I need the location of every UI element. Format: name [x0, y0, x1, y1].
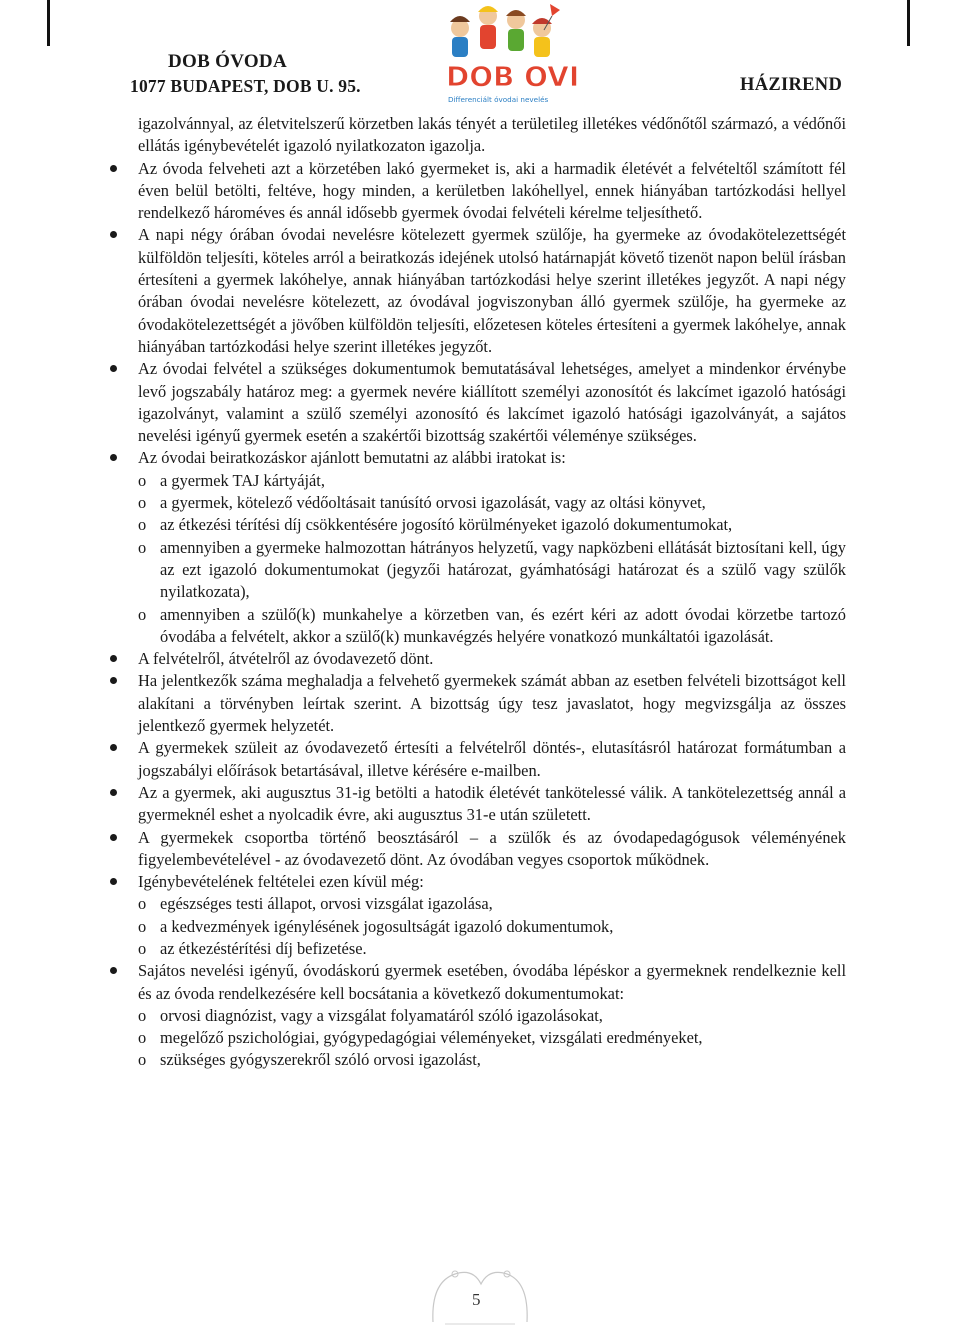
document-title: HÁZIREND — [740, 75, 843, 95]
sub-list-text: a kedvezmények igénylésének jogosultságát igazoló dokumentumok, — [160, 916, 614, 936]
dob-ovi-logo — [438, 0, 580, 110]
sub-list-marker: o — [138, 515, 147, 535]
child-body-2 — [480, 25, 496, 49]
page-number: 5 — [472, 1290, 481, 1309]
sub-list-text: az étkezési térítési díj csökkentésére jogosító körülményeket igazoló dokumentumokat, — [160, 515, 733, 535]
header-left-block — [130, 50, 361, 98]
sub-list-text: amennyiben a gyermeke halmozottan hátrányos helyzetű, vagy napközbeni ellátását biztosítani kell, úgy az ezt igazoló dokumentumokat (jegyzői határozat, gyámhatósági határozat és a szülő vagy szülők nyilatkozata), — [160, 537, 846, 602]
sub-list-item — [0, 1049, 960, 1071]
sub-list-text: orvosi diagnózist, vagy a vizsgálat folyamatáról szóló igazolásokat, — [160, 1005, 603, 1025]
list-item: A gyermekek csoportba történő beosztásáról – a szülők és az óvodapedagógusok véleményének figyelembevételével - az óvodavezető dönt. Az óvodában vegyes csoportok működnek. — [0, 827, 960, 872]
list-item: Az óvodai felvétel a szükséges dokumentumok bemutatásával lehetséges, amelyet a mindenkor érvénybe levő jogszabály határoz meg: a gyermek nevére kiállított személyi azonosítót és lakcímet igazoló hatósági igazolványt, valamint a szülő személyi azonosító és lakcímet igazoló hatósági igazolványát, a sajátos nevelési igényű gyermek esetén a szakértői bizottság szakértői véleménye szükséges. — [0, 358, 960, 447]
list-item: A gyermekek szüleit az óvodavezető értesíti a felvételről döntés-, elutasításról határozat formátumban a jogszabályi előírások betartásával, illetve kérésére e-mailben. — [0, 737, 960, 782]
sub-list-item — [0, 514, 960, 536]
sub-list-marker: o — [138, 537, 147, 557]
sub-list-text: amennyiben a szülő(k) munkahelye a körzetben van, és ezért kéri az adott óvodai körzetbe tartozó óvodába a felvételt, akkor a szülő(k) munkavégzés helyére vonatkozó munkáltatói igazolását. — [160, 604, 846, 646]
sub-list-item — [0, 916, 960, 938]
child-hair-2 — [478, 6, 498, 12]
child-body-3 — [508, 29, 524, 51]
header-left-rule — [47, 0, 50, 46]
sub-list-item — [0, 938, 960, 960]
list-item: Az óvoda felveheti azt a körzetében lakó gyermeket is, aki a harmadik életévét a felvételtől számított fél éven belül betölti, feltéve, hogy minden, a kerületben lakóhellyel, ennek hiányában tartózkodási hellyel rendelkező hároméves és annál idősebb gyermek óvodai felvételi kérelme teljesíthető. — [0, 158, 960, 225]
sub-list-text: szükséges gyógyszerekről szóló orvosi igazolást, — [160, 1050, 481, 1070]
intro-paragraph: igazolvánnyal, az életvitelszerű körzetben lakás tényét a területileg illetékes védőnőtől származó, a védőnői ellátás igénybevételét igazoló nyilatkozaton igazolja. — [138, 114, 846, 156]
list-item: Az a gyermek, aki augusztus 31-ig betölti a hatodik életévét tankötelessé válik. A tankötelezettség annál a gyermeknél eshet a nyolcadik évre, aki augusztus 31-e után született. — [0, 782, 960, 827]
list-item: Sajátos nevelési igényű, óvodáskorú gyermek esetében, óvodába lépéskor a gyermeknek rendelkeznie kell és az óvoda rendelkezésére kell bocsátania a következő dokumentumokat: — [0, 960, 960, 1005]
sub-list-text: a gyermek TAJ kártyáját, — [160, 470, 325, 490]
sub-list-text: egészséges testi állapot, orvosi vizsgálat igazolása, — [160, 894, 493, 914]
logo-tagline: Differenciált óvodai nevelés — [448, 95, 549, 104]
child-body-1 — [452, 37, 468, 57]
sub-list-item — [0, 1027, 960, 1049]
sub-list-marker: o — [138, 1050, 147, 1070]
sub-list-marker: o — [138, 604, 147, 624]
sub-list-text: megelőző pszichológiai, gyógypedagógiai véleményeket, vizsgálati eredményeket, — [160, 1028, 703, 1048]
list-item: Ha jelentkezők száma meghaladja a felvehető gyermekek számát abban az esetben felvételi bizottságot kell alakítani a törvényben leírtak szerint. A bizottság úgy tesz javaslatot, hogy megvizsgálja az összes jelentkező gyermek helyzetét. — [0, 670, 960, 737]
child-hair-3 — [506, 10, 526, 16]
page-content — [0, 113, 960, 1072]
logo-title: DOB OVI — [446, 60, 580, 93]
sub-list-item — [0, 470, 960, 492]
kite-icon — [550, 4, 560, 16]
sub-list-marker: o — [138, 916, 147, 936]
list-item: Az óvodai beiratkozáskor ajánlott bemutatni az alábbi iratokat is: — [0, 447, 960, 469]
sub-list-text: a gyermek, kötelező védőoltásait tanúsító orvosi igazolását, vagy az oltási könyvet, — [160, 493, 706, 513]
sub-list-item — [0, 604, 960, 649]
school-name: DOB ÓVODA — [168, 51, 287, 72]
sub-list-marker: o — [138, 938, 147, 958]
child-body-4 — [534, 37, 550, 57]
child-hair-1 — [450, 16, 470, 22]
sub-list-marker: o — [138, 493, 147, 513]
list-item: A napi négy órában óvodai nevelésre kötelezett gyermek szülője, ha gyermeke az óvodakötelezettségét külföldön teljesíti, köteles arról a beiratkozás idejének utolsó határnapját követő tizenöt napon belül írásban értesíteni a gyermek lakóhelye, annak hiányában tartózkodási helye szerint illetékes jegyzőt. A napi négy órában óvodai nevelésre kötelezett, az óvodával jogviszonyban álló gyermek szülője, ha gyermeke az óvodakötelezettségét a jövőben külföldön teljesíti, előzetesen köteles értesíteni a gyermek lakóhelye, annak hiányában tartózkodási helye szerint illetékes jegyzőt. — [0, 224, 960, 358]
list-item: Igénybevételének feltételei ezen kívül még: — [0, 871, 960, 893]
sub-list-item — [0, 1005, 960, 1027]
sub-list-item — [0, 537, 960, 604]
sub-list-text: az étkezéstérítési díj befizetése. — [160, 938, 367, 958]
sub-list-marker: o — [138, 470, 147, 490]
sub-list-item — [0, 492, 960, 514]
sub-list-marker: o — [138, 894, 147, 914]
sub-list-marker: o — [138, 1028, 147, 1048]
sub-list-marker: o — [138, 1005, 147, 1025]
school-address: 1077 BUDAPEST, DOB U. 95. — [130, 76, 361, 96]
header-right-rule — [907, 0, 910, 46]
sub-list-item — [0, 893, 960, 915]
list-item: A felvételről, átvételről az óvodavezető dönt. — [0, 648, 960, 670]
